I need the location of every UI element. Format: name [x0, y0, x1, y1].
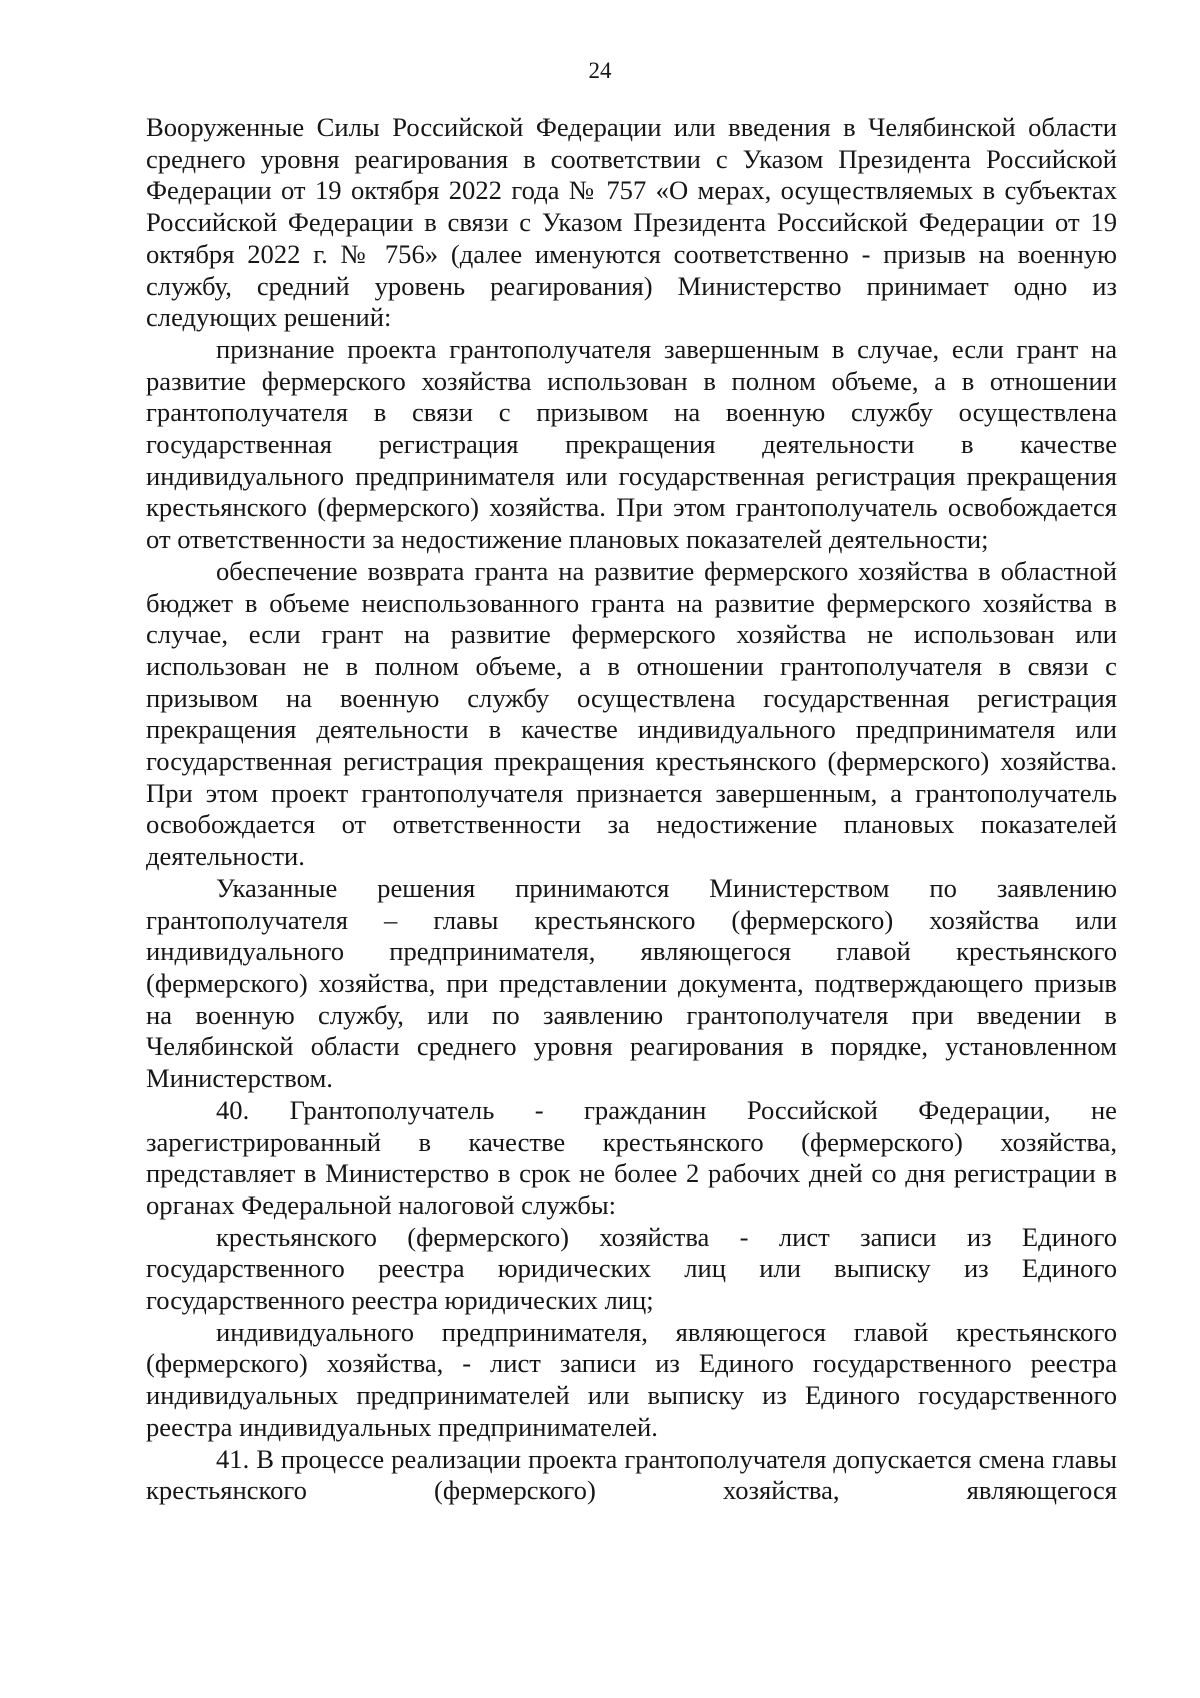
paragraph-item-40: 40. Грантополучатель - гражданин Российской Федерации, не зарегистрированный в качестве крестьянского (фермерского) хозяйства, представляет в Министерство в срок не более 2 рабочих дней со дня регистрации в органах Федеральной налоговой службы:	[146, 1094, 1117, 1220]
paragraph-decision-refund: обеспечение возврата гранта на развитие фермерского хозяйства в областной бюджет в объеме неиспользованного гранта на развитие фермерского хозяйства в случае, если грант на развитие фермерского хозяйства не использован или использован не в полном объеме, а в отношении грантополучателя в связи с призывом на военную службу осуществлена государственная регистрация прекращения деятельности в качестве индивидуального предпринимателя или государственная регистрация прекращения крестьянского (фермерского) хозяйства. При этом проект грантополучателя признается завершенным, а грантополучатель освобождается от ответственности за недостижение плановых показателей деятельности.	[146, 555, 1117, 872]
page-number: 24	[588, 58, 612, 83]
paragraph-decisions-adopted: Указанные решения принимаются Министерством по заявлению грантополучателя – главы крестьянского (фермерского) хозяйства или индивидуального предпринимателя, являющегося главой крестьянского (фермерского) хозяйства, при представлении документа, подтверждающего призыв на военную службу, или по заявлению грантополучателя при введении в Челябинской области среднего уровня реагирования в порядке, установленном Министерством.	[146, 872, 1117, 1094]
paragraph-item-40-farm: крестьянского (фермерского) хозяйства - лист записи из Единого государственного реестра юридических лиц или выписку из Единого государственного реестра юридических лиц;	[146, 1221, 1117, 1316]
document-body	[146, 112, 1117, 1507]
paragraph-decision-completed: признание проекта грантополучателя завершенным в случае, если грант на развитие фермерского хозяйства использован в полном объеме, а в отношении грантополучателя в связи с призывом на военную службу осуществлена государственная регистрация прекращения деятельности в качестве индивидуального предпринимателя или государственная регистрация прекращения крестьянского (фермерского) хозяйства. При этом грантополучатель освобождается от ответственности за недостижение плановых показателей деятельности;	[146, 333, 1117, 555]
paragraph-item-41: 41. В процессе реализации проекта грантополучателя допускается смена главы крестьянского (фермерского) хозяйства, являющегося	[146, 1443, 1117, 1506]
paragraph-continuation: Вооруженные Силы Российской Федерации или введения в Челябинской области среднего уровня реагирования в соответствии с Указом Президента Российской Федерации от 19 октября 2022 года № 757 «О мерах, осуществляемых в субъектах Российской Федерации в связи с Указом Президента Российской Федерации от 19 октября 2022 г. № 756» (далее именуются соответственно - призыв на военную службу, средний уровень реагирования) Министерство принимает одно из следующих решений:	[146, 112, 1117, 333]
paragraph-item-40-entrepreneur: индивидуального предпринимателя, являющегося главой крестьянского (фермерского) хозяйства, - лист записи из Единого государственного реестра индивидуальных предпринимателей или выписку из Единого государственного реестра индивидуальных предпринимателей.	[146, 1316, 1117, 1442]
